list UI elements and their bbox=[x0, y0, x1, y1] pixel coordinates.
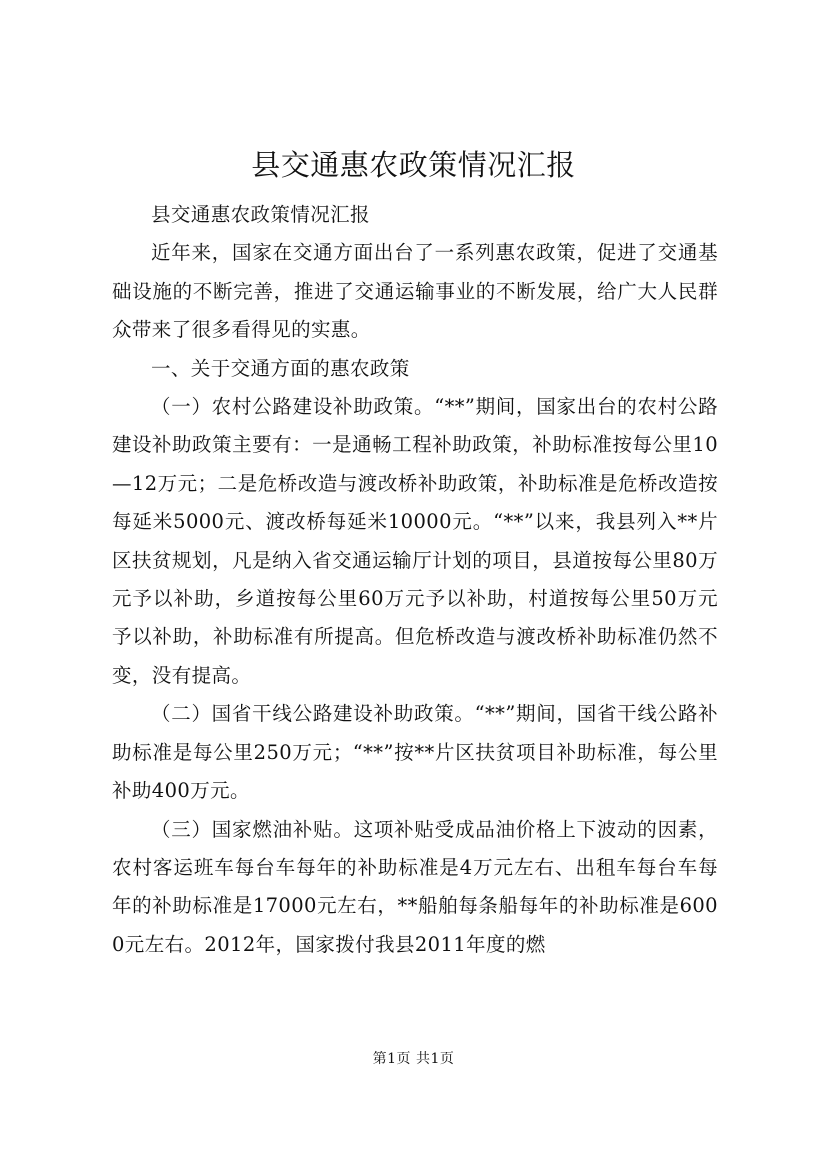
paragraph-fuel-subsidy: （三）国家燃油补贴。这项补贴受成品油价格上下波动的因素，农村客运班车每台车每年的补助标准是4万元左右、出租车每台车每年的补助标准是17000元左右，**船舶每条船每年的补助标准是6000元左右。2012年，国家拨付我县2011年度的燃 bbox=[112, 817, 718, 956]
paragraph-subtitle: 县交通惠农政策情况汇报 bbox=[151, 203, 370, 226]
document-title: 县交通惠农政策情况汇报 bbox=[251, 148, 576, 182]
paragraph-intro: 近年来，国家在交通方面出台了一系列惠农政策，促进了交通基础设施的不断完善，推进了交通运输事业的不断发展，给广大人民群众带来了很多看得见的实惠。 bbox=[112, 241, 718, 342]
page-number-footer: 第1页 共1页 bbox=[372, 1051, 455, 1067]
document-body bbox=[112, 196, 718, 964]
section-heading-1: 一、关于交通方面的惠农政策 bbox=[151, 356, 410, 380]
paragraph-trunk-roads: （二）国省干线公路建设补助政策。“**”期间，国省干线公路补助标准是每公里250万元；“**”按**片区扶贫项目补助标准，每公里补助400万元。 bbox=[112, 702, 718, 803]
paragraph-rural-roads: （一）农村公路建设补助政策。“**”期间，国家出台的农村公路建设补助政策主要有：一是通畅工程补助政策，补助标准按每公里10—12万元；二是危桥改造与渡改桥补助政策，补助标准是危桥改造按每延米5000元、渡改桥每延米10000元。“**”以来，我县列入**片区扶贫规划，凡是纳入省交通运输厅计划的项目，县道按每公里80万元予以补助，乡道按每公里60万元予以补助，村道按每公里50万元予以补助，补助标准有所提高。但危桥改造与渡改桥补助标准仍然不变，没有提高。 bbox=[112, 395, 718, 687]
